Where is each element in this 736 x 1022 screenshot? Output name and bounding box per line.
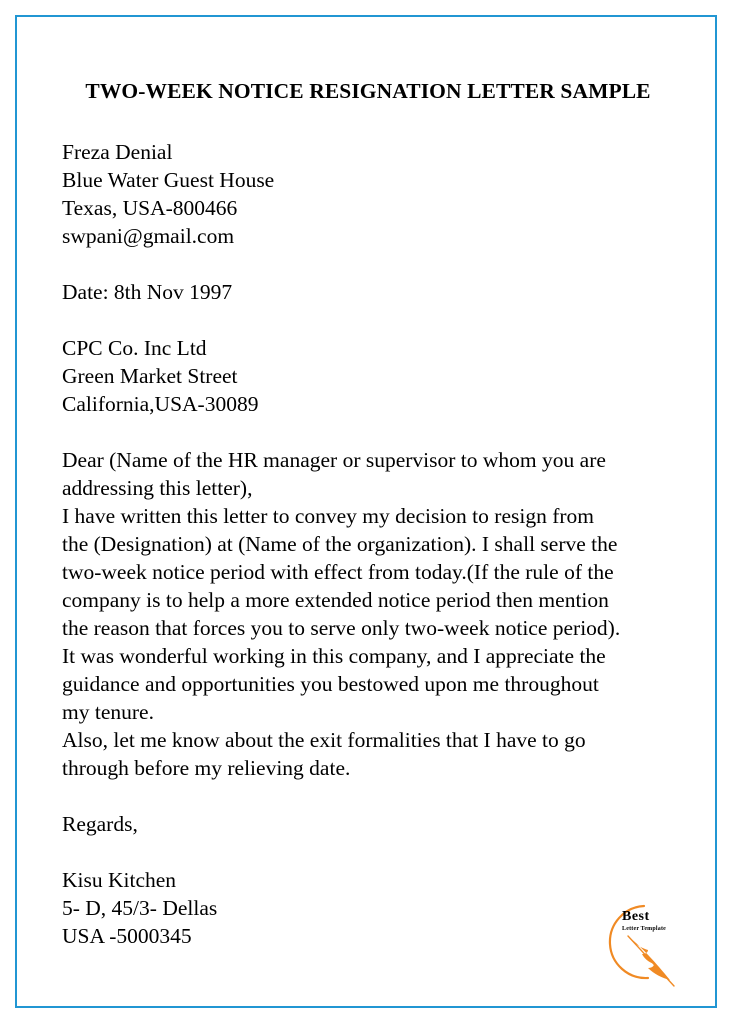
sender-address-line-2: Texas, USA-800466 — [62, 196, 238, 220]
sender-email: swpani@gmail.com — [62, 224, 235, 248]
best-letter-template-logo — [604, 900, 714, 990]
body-line: two-week notice period with effect from today.(If the rule of the — [62, 560, 614, 584]
body-line: guidance and opportunities you bestowed upon me throughout — [62, 672, 599, 696]
body-line: addressing this letter), — [62, 476, 253, 500]
body-line: It was wonderful working in this company, and I appreciate the — [62, 644, 606, 668]
signature-address-line-2: USA -5000345 — [62, 924, 192, 948]
sender-name: Freza Denial — [62, 140, 173, 164]
body-line: the reason that forces you to serve only two-week notice period). — [62, 616, 621, 640]
recipient-city: California,USA-30089 — [62, 392, 259, 416]
body-line: through before my relieving date. — [62, 756, 351, 780]
body-line: I have written this letter to convey my decision to resign from — [62, 504, 594, 528]
letter-title: TWO-WEEK NOTICE RESIGNATION LETTER SAMPLE — [85, 79, 651, 103]
signature-name: Kisu Kitchen — [62, 868, 177, 892]
recipient-company: CPC Co. Inc Ltd — [62, 336, 207, 360]
logo-word: Best — [622, 909, 650, 924]
sender-address-line-1: Blue Water Guest House — [62, 168, 275, 192]
letter-date: Date: 8th Nov 1997 — [62, 280, 233, 304]
recipient-street: Green Market Street — [62, 364, 238, 388]
signature-address-line-1: 5- D, 45/3- Dellas — [62, 896, 218, 920]
body-line: my tenure. — [62, 700, 154, 724]
body-line: the (Designation) at (Name of the organization). I shall serve the — [62, 532, 618, 556]
closing: Regards, — [62, 812, 138, 836]
feather-quill-icon — [604, 900, 714, 990]
logo-subtitle: Letter Template — [622, 926, 667, 932]
body-line: Dear (Name of the HR manager or supervisor to whom you are — [62, 448, 606, 472]
body-line: Also, let me know about the exit formalities that I have to go — [62, 728, 586, 752]
body-line: company is to help a more extended notice period then mention — [62, 588, 609, 612]
